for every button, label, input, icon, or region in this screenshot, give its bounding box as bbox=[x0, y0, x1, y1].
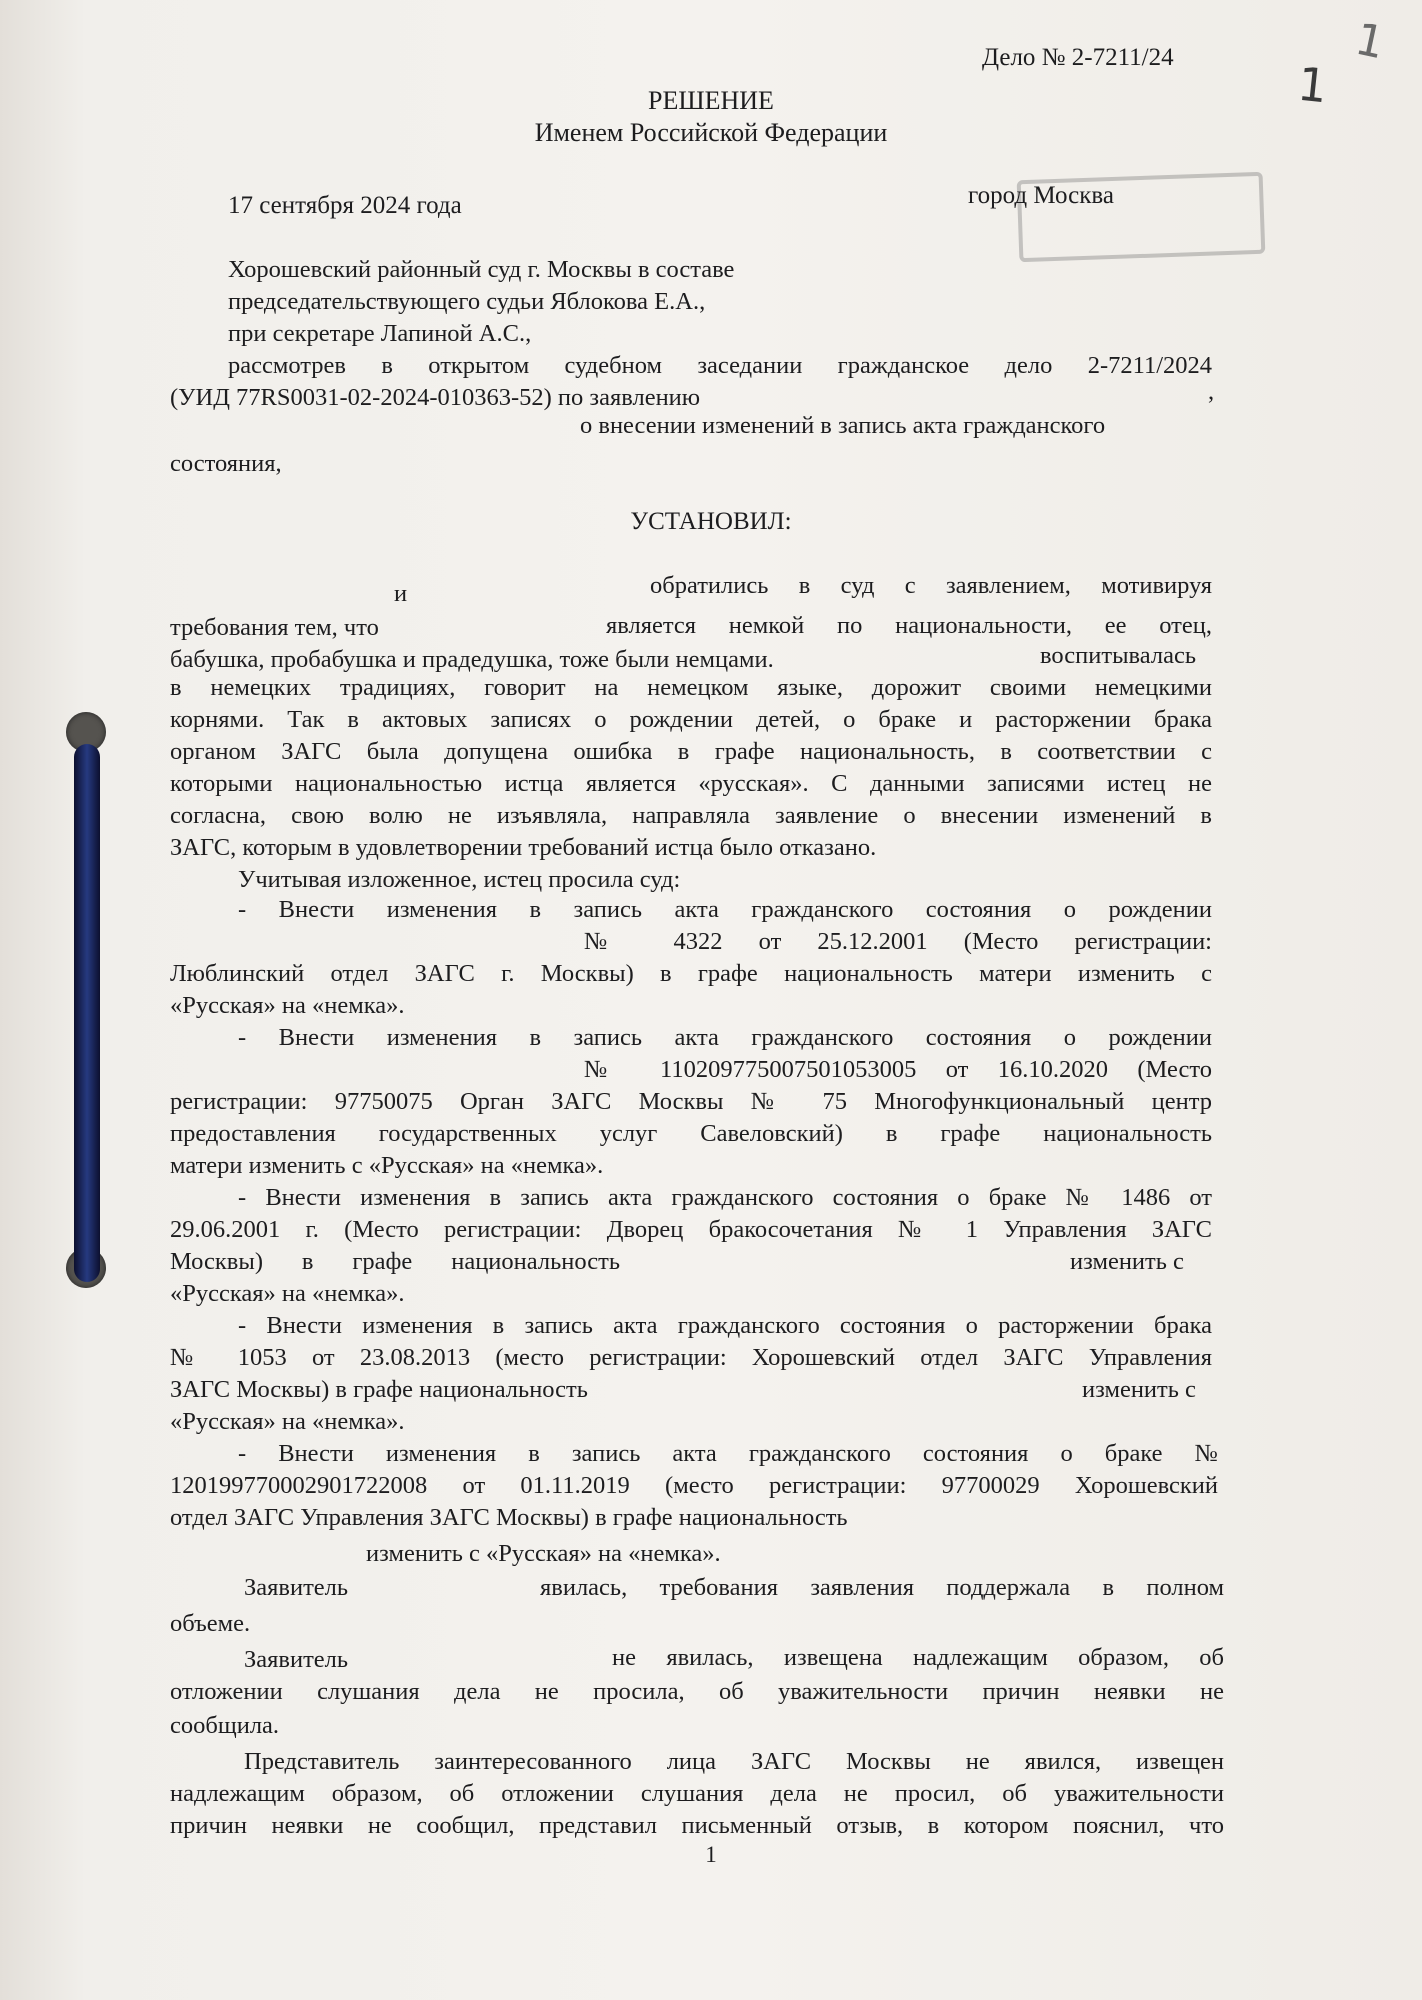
body-line: отложении слушания дела не просила, об уважительности причин неявки не bbox=[170, 1678, 1224, 1705]
body-line: Люблинский отдел ЗАГС г. Москвы) в графе национальность матери изменить с bbox=[170, 960, 1212, 987]
intro-line: (УИД 77RS0031-02-2024-010363-52) по заявлению bbox=[170, 384, 701, 411]
body-line: изменить с bbox=[1070, 1248, 1184, 1275]
body-line: «Русская» на «немка». bbox=[170, 1408, 405, 1435]
intro-line: состояния, bbox=[170, 450, 282, 477]
body-line: «Русская» на «немка». bbox=[170, 1280, 405, 1307]
body-line: регистрации: 97750075 Орган ЗАГС Москвы № 75 Многофункциональный центр bbox=[170, 1088, 1212, 1115]
body-line: обратились в суд с заявлением, мотивируя bbox=[650, 572, 1212, 599]
body-line: № 4322 от 25.12.2001 (Место регистрации: bbox=[584, 928, 1212, 955]
body-line: № 1053 от 23.08.2013 (место регистрации: Хорошевский отдел ЗАГС Управления bbox=[170, 1344, 1212, 1371]
document-title: РЕШЕНИЕ bbox=[648, 86, 774, 115]
body-line: Заявитель bbox=[244, 1646, 349, 1673]
body-line: - Внести изменения в запись акта гражданского состояния о браке № 1486 от bbox=[238, 1184, 1212, 1211]
body-line: изменить с bbox=[1082, 1376, 1196, 1403]
body-line: № 110209775007501053005 от 16.10.2020 (Место bbox=[584, 1056, 1212, 1083]
body-line: Заявитель bbox=[244, 1574, 349, 1601]
page-number: 1 bbox=[705, 1842, 717, 1867]
body-line: - Внести изменения в запись акта гражданского состояния о браке № bbox=[238, 1440, 1218, 1467]
body-line: Москвы) в графе национальность bbox=[170, 1248, 620, 1275]
binding-cord bbox=[74, 744, 100, 1282]
pencil-page-mark: 1 bbox=[1351, 13, 1389, 70]
body-line: предоставления государственных услуг Савеловский) в графе национальность bbox=[170, 1120, 1212, 1147]
body-line: - Внести изменения в запись акта гражданского состояния о рождении bbox=[238, 1024, 1212, 1051]
body-line: - Внести изменения в запись акта гражданского состояния о рождении bbox=[238, 896, 1212, 923]
body-line: матери изменить с «Русская» на «немка». bbox=[170, 1152, 604, 1179]
intro-line: рассмотрев в открытом судебном заседании гражданское дело 2-7211/2024 bbox=[228, 352, 1212, 379]
decision-city: город Москва bbox=[968, 182, 1114, 209]
body-line: надлежащим образом, об отложении слушания дела не просил, об уважительности bbox=[170, 1780, 1224, 1807]
body-line: - Внести изменения в запись акта гражданского состояния о расторжении брака bbox=[238, 1312, 1212, 1339]
body-line: органом ЗАГС была допущена ошибка в графе национальность, в соответствии с bbox=[170, 738, 1212, 765]
body-line: требования тем, что bbox=[170, 614, 379, 641]
body-line: бабушка, пробабушка и прадедушка, тоже были немцами. bbox=[170, 646, 774, 673]
body-line: объеме. bbox=[170, 1610, 251, 1637]
body-line: согласна, свою волю не изъявляла, направляла заявление о внесении изменений в bbox=[170, 802, 1212, 829]
intro-line: о внесении изменений в запись акта гражданского bbox=[580, 412, 1106, 439]
body-line: причин неявки не сообщил, представил письменный отзыв, в котором пояснил, что bbox=[170, 1812, 1224, 1839]
body-line: 120199770002901722008 от 01.11.2019 (место регистрации: 97700029 Хорошевский bbox=[170, 1472, 1218, 1499]
body-line: является немкой по национальности, ее отец, bbox=[606, 612, 1212, 639]
intro-line: председательствующего судьи Яблокова Е.А., bbox=[228, 288, 706, 315]
section-heading: УСТАНОВИЛ: bbox=[630, 508, 792, 535]
body-line: корнями. Так в актовых записях о рождении детей, о браке и расторжении брака bbox=[170, 706, 1212, 733]
body-line: 29.06.2001 г. (Место регистрации: Дворец бракосочетания № 1 Управления ЗАГС bbox=[170, 1216, 1212, 1243]
body-line: и bbox=[394, 580, 408, 607]
body-line: которыми национальностью истца является «русская». С данными записями истец не bbox=[170, 770, 1212, 797]
intro-line: при секретаре Лапиной А.С., bbox=[228, 320, 532, 347]
body-line: отдел ЗАГС Управления ЗАГС Москвы) в графе национальность bbox=[170, 1504, 848, 1531]
body-line: воспитывалась bbox=[1040, 642, 1197, 669]
body-line: в немецких традициях, говорит на немецком языке, дорожит своими немецкими bbox=[170, 674, 1212, 701]
decision-date: 17 сентября 2024 года bbox=[228, 192, 462, 219]
body-line: ЗАГС Москвы) в графе национальность bbox=[170, 1376, 588, 1403]
body-line: Представитель заинтересованного лица ЗАГС Москвы не явился, извещен bbox=[244, 1748, 1224, 1775]
document-subtitle: Именем Российской Федерации bbox=[534, 118, 888, 147]
body-line: «Русская» на «немка». bbox=[170, 992, 405, 1019]
body-line: Учитывая изложенное, истец просила суд: bbox=[238, 866, 681, 893]
body-line: ЗАГС, которым в удовлетворении требований истца было отказано. bbox=[170, 834, 877, 861]
body-line: изменить с «Русская» на «немка». bbox=[366, 1540, 721, 1567]
intro-line: Хорошевский районный суд г. Москвы в составе bbox=[228, 256, 735, 283]
intro-line: , bbox=[1208, 378, 1215, 405]
body-line: сообщила. bbox=[170, 1712, 280, 1739]
body-line: не явилась, извещена надлежащим образом, об bbox=[612, 1644, 1224, 1671]
body-line: явилась, требования заявления поддержала в полном bbox=[540, 1574, 1224, 1601]
case-number: Дело № 2-7211/24 bbox=[982, 44, 1174, 71]
pencil-page-mark-2: 1 bbox=[1295, 56, 1331, 114]
